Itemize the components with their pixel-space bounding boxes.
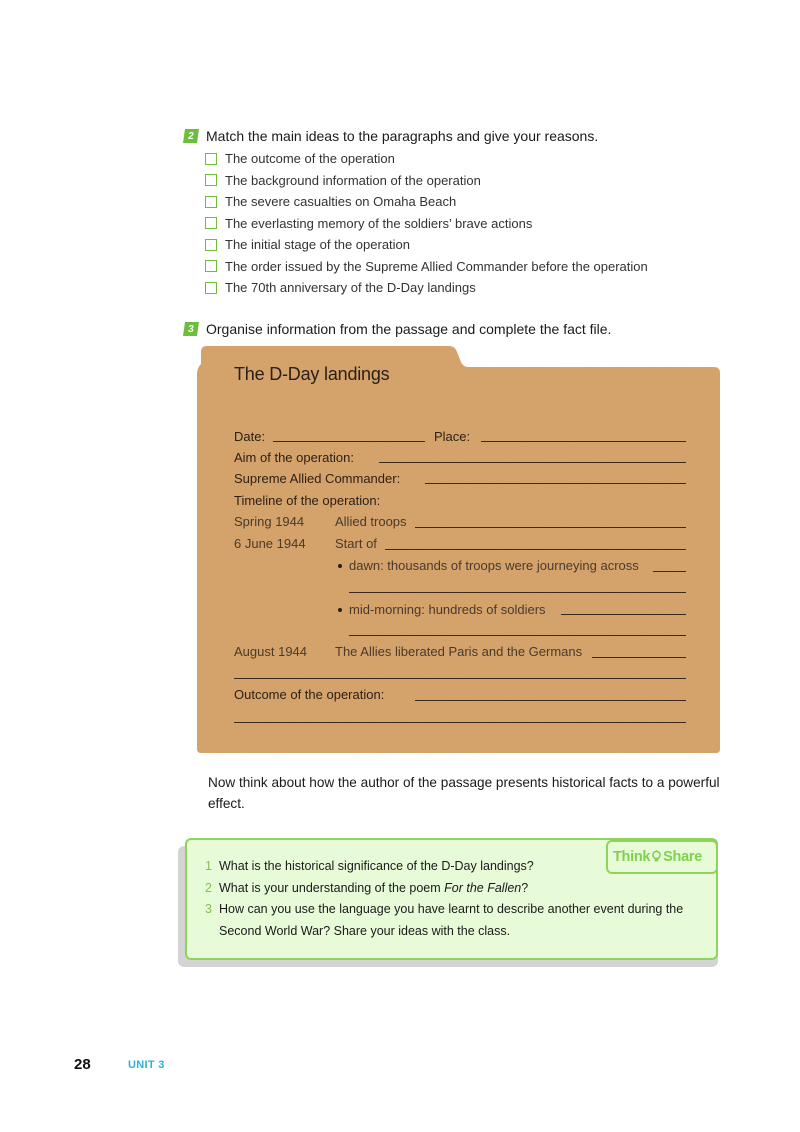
august-answer-line-2[interactable] [234, 678, 686, 679]
checkbox[interactable] [205, 260, 217, 272]
share-label: Share [663, 849, 702, 865]
fact-file-title: The D-Day landings [234, 364, 390, 384]
dawn-answer-line[interactable] [653, 571, 686, 572]
think-share-questions [205, 856, 705, 942]
checklist-item[interactable] [205, 213, 648, 235]
checklist-item[interactable] [205, 256, 648, 278]
unit-label: UNIT 3 [128, 1059, 165, 1071]
checkbox[interactable] [205, 239, 217, 251]
page-number: 28 [74, 1056, 91, 1073]
outcome-label: Outcome of the operation: [234, 687, 385, 702]
timeline-text: Start of [335, 536, 377, 551]
midmorning-text: mid-morning: hundreds of soldiers [349, 602, 546, 617]
question-text: How can you use the language you have learnt to describe another event during the Second World War? Share your ideas with the class. [219, 902, 684, 938]
checkbox[interactable] [205, 217, 217, 229]
question-text: What is the historical significance of the D-Day landings? [219, 859, 534, 873]
checklist-item[interactable] [205, 148, 648, 170]
checklist-item-label: The 70th anniversary of the D-Day landings [225, 280, 476, 296]
checklist-item[interactable] [205, 234, 648, 256]
checklist-item[interactable] [205, 277, 648, 299]
timeline-text: The Allies liberated Paris and the Germans [335, 644, 583, 659]
question-text-part: ? [521, 880, 529, 895]
timeline-label: Timeline of the operation: [234, 493, 381, 508]
bullet-icon [338, 608, 342, 612]
checklist-item-label: The order issued by the Supreme Allied Commander before the operation [225, 258, 648, 274]
section-3-heading [184, 321, 611, 337]
checklist-item-label: The outcome of the operation [225, 151, 395, 167]
dawn-text: dawn: thousands of troops were journeying across [349, 558, 639, 573]
place-label: Place: [434, 429, 471, 444]
section-2-heading [184, 128, 598, 144]
checklist-item[interactable] [205, 170, 648, 192]
august-answer-line[interactable] [592, 657, 686, 658]
midmorning-answer-line[interactable] [561, 614, 686, 615]
bullet-icon [338, 564, 342, 568]
question-text-part: What is your understanding of the poem [219, 880, 445, 895]
checkbox[interactable] [205, 282, 217, 294]
checkbox[interactable] [205, 174, 217, 186]
aim-answer-line[interactable] [379, 462, 686, 463]
june-answer-line[interactable] [385, 549, 686, 550]
section-number-badge: 3 [183, 322, 199, 336]
outcome-answer-line-2[interactable] [234, 722, 686, 723]
timeline-text: Allied troops [335, 514, 407, 529]
spring-answer-line[interactable] [415, 527, 686, 528]
aim-label: Aim of the operation: [234, 450, 354, 465]
question-number: 3 [205, 902, 212, 916]
section-2-instruction: Match the main ideas to the paragraphs and give your reasons. [206, 128, 599, 144]
timeline-date: 6 June 1944 [234, 536, 306, 551]
checklist-item-label: The background information of the operation [225, 172, 481, 188]
think-label: Think [613, 849, 651, 865]
list-item [205, 878, 705, 900]
checkbox[interactable] [205, 196, 217, 208]
place-answer-line[interactable] [481, 441, 686, 442]
commander-answer-line[interactable] [425, 483, 686, 484]
dawn-answer-line-2[interactable] [349, 592, 686, 593]
question-number: 1 [205, 859, 212, 873]
section-3-instruction: Organise information from the passage and complete the fact file. [206, 321, 612, 337]
fact-file-folder [195, 344, 722, 754]
checklist-item[interactable] [205, 191, 648, 213]
midmorning-answer-line-2[interactable] [349, 635, 686, 636]
date-answer-line[interactable] [273, 441, 425, 442]
question-text [219, 878, 705, 900]
checklist-item-label: The severe casualties on Omaha Beach [225, 194, 457, 210]
commander-label: Supreme Allied Commander: [234, 471, 401, 486]
section-number-badge: 2 [183, 129, 199, 143]
main-ideas-checklist [205, 148, 648, 299]
list-item [205, 899, 705, 942]
list-item [205, 856, 705, 878]
checklist-item-label: The initial stage of the operation [225, 237, 411, 253]
timeline-date: Spring 1944 [234, 514, 305, 529]
poem-title: For the Fallen [444, 880, 522, 895]
checkbox[interactable] [205, 153, 217, 165]
outcome-answer-line[interactable] [415, 700, 686, 701]
follow-up-instruction: Now think about how the author of the passage presents historical facts to a powerful effect. [208, 775, 720, 811]
date-label: Date: [234, 429, 266, 444]
timeline-date: August 1944 [234, 644, 308, 659]
question-number: 2 [205, 880, 212, 895]
checklist-item-label: The everlasting memory of the soldiers’ brave actions [225, 215, 533, 231]
